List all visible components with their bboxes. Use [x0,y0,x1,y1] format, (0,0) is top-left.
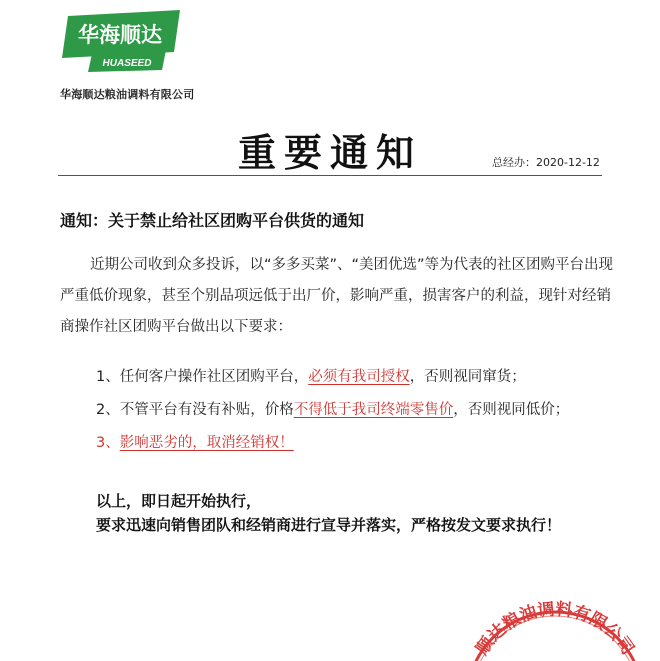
company-logo [62,10,184,72]
page-title: 重要通知 [237,131,422,175]
requirement-highlight: 影响恶劣的，取消经销权！ [119,435,294,451]
requirement-number: 2、 [96,402,120,418]
requirement-text: 不管平台有没有补贴，价格 [119,402,294,418]
requirement-text: ，否则视同窜货； [409,369,526,385]
requirement-2 [96,398,569,419]
seal-text: 顺达粮油调料有限公司 [472,599,638,659]
requirement-highlight: 必须有我司授权 [308,369,410,385]
requirement-3 [96,431,294,452]
svg-text:顺达粮油调料有限公司 [472,599,637,659]
logo-en-text: HUASEED [102,58,152,69]
company-name: 华海顺达粮油调料有限公司 [60,88,195,101]
closing-line-2: 要求迅速向销售团队和经销商进行宣导并落实，严格按发文要求执行！ [96,516,562,534]
requirement-highlight: 不得低于我司终端零售价 [293,402,454,418]
company-seal [455,600,655,661]
logo-cn-text: 华海顺达 [78,24,162,47]
closing-line-1: 以上，即日起开始执行， [96,492,262,510]
title-divider [58,175,602,176]
requirement-text: 任何客户操作社区团购平台， [119,369,309,385]
requirement-number: 3、 [96,435,120,451]
notice-subject: 通知：关于禁止给社区团购平台供货的通知 [60,211,365,230]
requirement-text: ，否则视同低价； [453,402,570,418]
requirement-1 [96,365,526,386]
requirement-number: 1、 [96,369,120,385]
intro-paragraph: 近期公司收到众多投诉，以“多多买菜”、“美团优选”等为代表的社区团购平台出现严重低价现象，甚至个别品项远低于出厂价，影响严重，损害客户的利益，现针对经销商操作社区团购平台做出以下要求： [60,257,614,335]
document-number: 总经办：2020-12-12 [492,156,600,169]
